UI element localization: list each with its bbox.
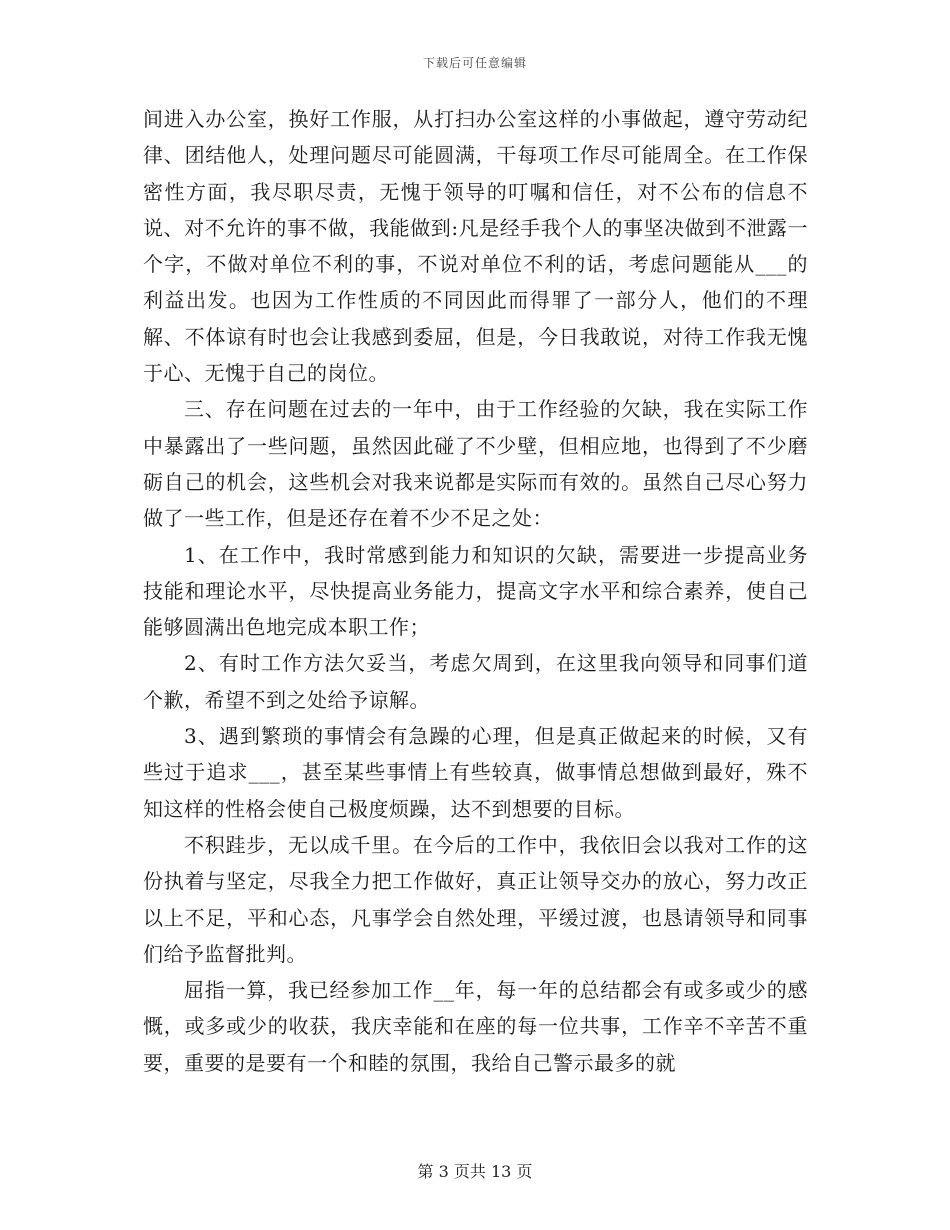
paragraph-item-2: 2、有时工作方法欠妥当，考虑欠周到，在这里我向领导和同事们道个歉，希望不到之处给予谅解。 — [143, 651, 808, 712]
page-number: 第 3 页共 13 页 — [417, 1162, 533, 1181]
document-body — [143, 101, 808, 1081]
paragraph-outlook: 不积跬步，无以成千里。在今后的工作中，我依旧会以我对工作的这份执着与坚定，尽我全力把工作做好，真正让领导交办的放心，努力改正以上不足，平和心态，凡事学会自然处理，平缓过渡，也恳请领导和同事们给予监督批判。 — [143, 832, 808, 966]
paragraph-item-1: 1、在工作中，我时常感到能力和知识的欠缺，需要进一步提高业务技能和理论水平，尽快提高业务能力，提高文字水平和综合素养，使自己能够圆满出色地完成本职工作； — [143, 542, 808, 640]
paragraph-section-three: 三、存在问题在过去的一年中，由于工作经验的欠缺，我在实际工作中暴露出了一些问题，虽然因此碰了不少壁，但相应地，也得到了不少磨砺自己的机会，这些机会对我来说都是实际而有效的。虽然自己尽心努力做了一些工作，但是还存在着不少不足之处： — [143, 397, 808, 531]
paragraph-item-3: 3、遇到繁琐的事情会有急躁的心理，但是真正做起来的时候，又有些过于追求___，甚至某些事情上有些较真，做事情总想做到最好，殊不知这样的性格会使自己极度烦躁，达不到想要的目标。 — [143, 724, 808, 821]
paragraph-reflection: 屈指一算，我已经参加工作__年，每一年的总结都会有或多或少的感慨，或多或少的收获，我庆幸能和在座的每一位共事，工作辛不辛苦不重要，重要的是要有一个和睦的氛围，我给自己警示最多的就 — [143, 978, 808, 1075]
paragraph-continuation: 间进入办公室，换好工作服，从打扫办公室这样的小事做起，遵守劳动纪律、团结他人，处理问题尽可能圆满，干每项工作尽可能周全。在工作保密性方面，我尽职尽责，无愧于领导的叮嘱和信任，对不公布的信息不说、对不允许的事不做，我能做到:凡是经手我个人的事坚决做到不泄露一个字，不做对单位不利的事，不说对单位不利的话，考虑问题能从___的利益出发。也因为工作性质的不同因此而得罪了一部分人，他们的不理解、不体谅有时也会让我感到委屈，但是，今日我敢说，对待工作我无愧于心、无愧于自己的岗位。 — [143, 107, 808, 386]
page-header: 下载后可任意编辑 — [422, 56, 527, 70]
